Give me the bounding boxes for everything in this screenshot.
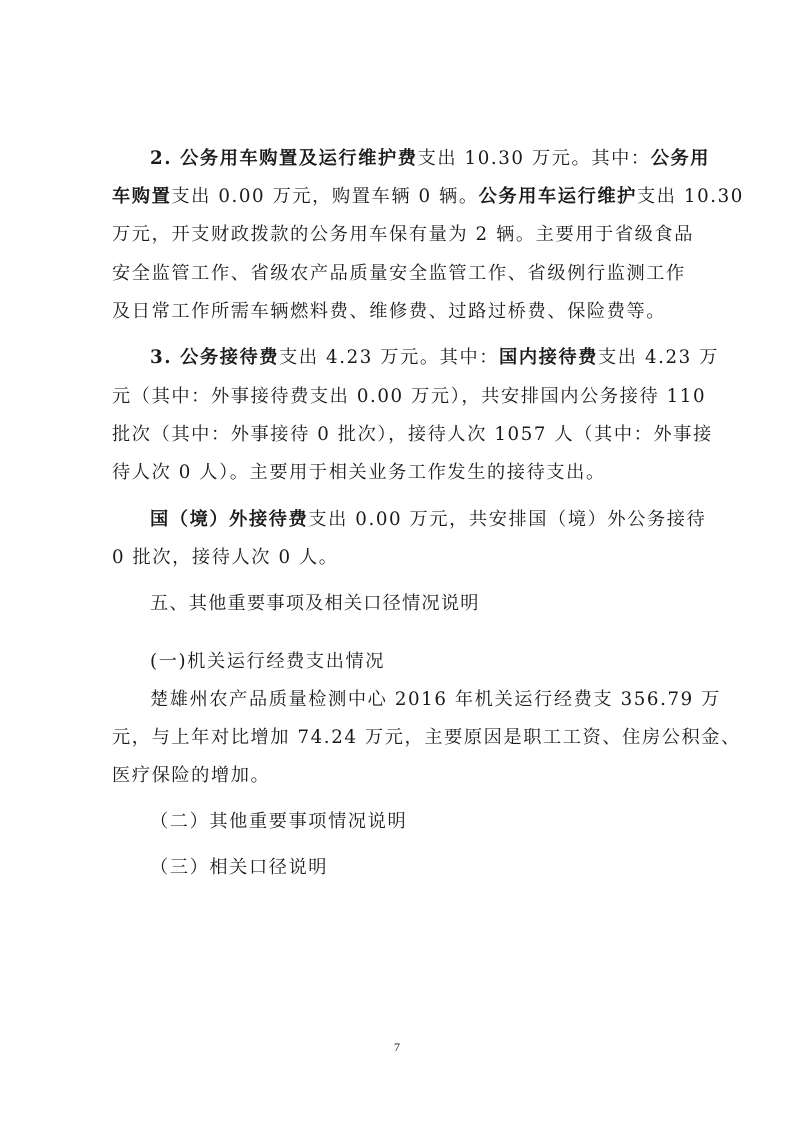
vehicle-purchase-label-start: 公务用 — [650, 148, 711, 169]
foreign-line-1 — [150, 508, 706, 532]
subheading-other-matters: （二）其他重要事项情况说明 — [150, 811, 408, 832]
vehicle-line-1 — [150, 147, 710, 171]
vehicle-purchase-amount: 支出 0.00 万元，购置车辆 0 辆。 — [171, 186, 479, 207]
vehicle-maintenance-label: 公务用车运行维护 — [478, 186, 637, 207]
vehicle-line-5: 及日常工作所需车辆燃料费、维修费、过路过桥费、保险费等。 — [112, 301, 667, 322]
vehicle-title: 2. 公务用车购置及运行维护费 — [150, 148, 418, 169]
foreign-line-2: 0 批次，接待人次 0 人。 — [112, 547, 339, 568]
page-number: 7 — [394, 1040, 400, 1054]
operating-expenses-line-3: 医疗保险的增加。 — [112, 765, 271, 786]
vehicle-line-2 — [112, 185, 744, 209]
reception-line-2: 元（其中：外事接待费支出 0.00 万元），共安排国内公务接待 110 — [112, 386, 707, 407]
reception-total: 支出 4.23 万元。其中： — [279, 347, 500, 368]
vehicle-total: 支出 10.30 万元。其中： — [417, 148, 651, 169]
operating-expenses-line-2: 元，与上年对比增加 74.24 万元，主要原因是职工工资、住房公积金、 — [112, 727, 741, 748]
reception-line-1 — [150, 346, 719, 370]
domestic-reception-amount: 支出 4.23 万 — [597, 347, 720, 368]
subheading-caliber-explanation: （三）相关口径说明 — [150, 857, 329, 878]
vehicle-line-3: 万元，开支财政拨款的公务用车保有量为 2 辆。主要用于省级食品 — [112, 224, 694, 245]
reception-line-4: 待人次 0 人）。主要用于相关业务工作发生的接待支出。 — [112, 462, 606, 483]
reception-title: 3. 公务接待费 — [150, 347, 280, 368]
vehicle-maintenance-amount: 支出 10.30 — [636, 186, 744, 207]
reception-line-3: 批次（其中：外事接待 0 批次），接待人次 1057 人（其中：外事接 — [112, 424, 713, 445]
foreign-reception-label: 国（境）外接待费 — [150, 509, 309, 530]
foreign-reception-amount: 支出 0.00 万元，共安排国（境）外公务接待 — [308, 509, 707, 530]
domestic-reception-label: 国内接待费 — [499, 347, 598, 368]
operating-expenses-line-1: 楚雄州农产品质量检测中心 2016 年机关运行经费支 356.79 万 — [150, 689, 721, 710]
vehicle-line-4: 安全监管工作、省级农产品质量安全监管工作、省级例行监测工作 — [112, 263, 686, 284]
vehicle-purchase-label-end: 车购置 — [112, 186, 172, 207]
subheading-operating-expenses: (一)机关运行经费支出情况 — [150, 651, 386, 672]
section-five-heading: 五、其他重要事项及相关口径情况说明 — [150, 593, 480, 614]
